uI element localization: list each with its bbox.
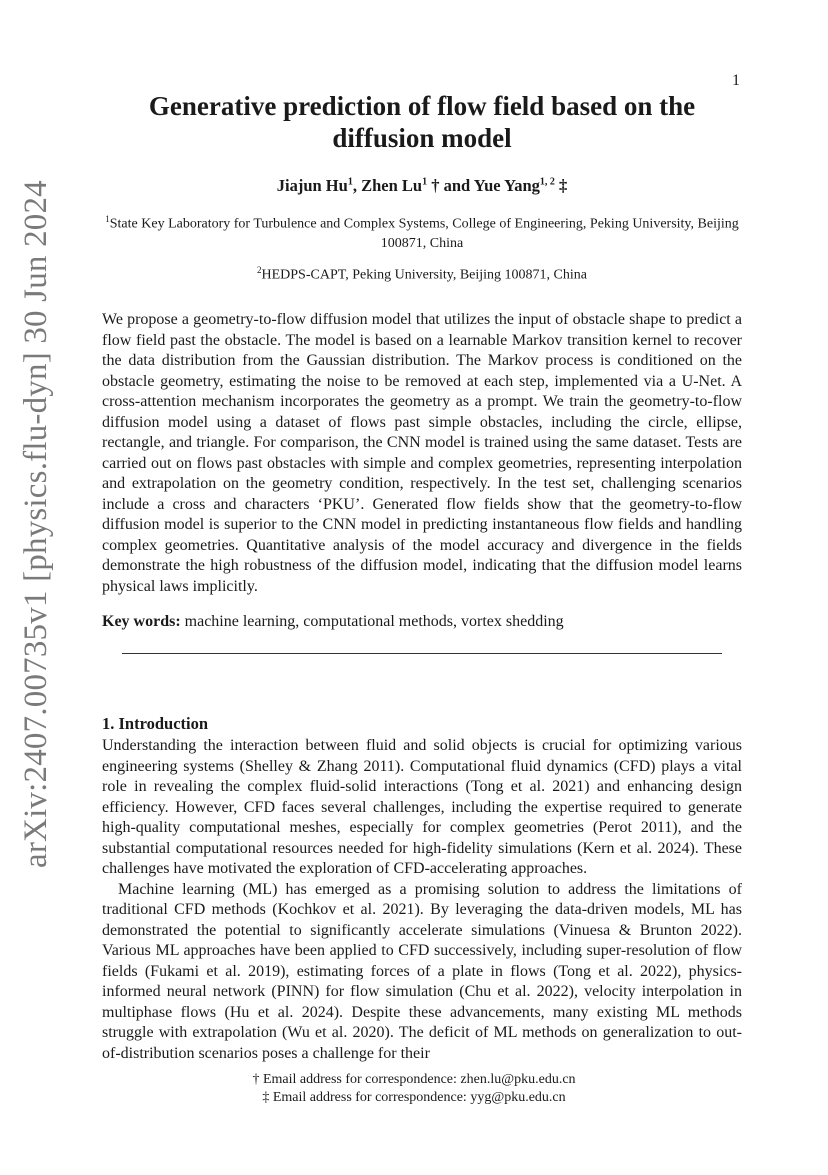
author-name: Jiajun Hu [276,176,348,195]
section-heading: 1. Introduction [102,714,209,734]
affiliation-text: State Key Laboratory for Turbulence and Complex Systems, College of Engineering, Peking University, Beijing 100871, China [109,216,739,251]
divider [122,653,722,654]
arxiv-stamp: arXiv:2407.00735v1 [physics.flu-dyn] 30 Jun 2024 [18,180,54,868]
keywords [102,613,742,631]
author-affil-sup: 1, 2 [539,176,555,188]
paper-title: Generative prediction of flow field based on the diffusion model [148,91,696,153]
affiliation-text: HEDPS-CAPT, Peking University, Beijing 100871, China [261,267,587,283]
footnote: ‡ Email address for correspondence: yyg@pku.edu.cn [262,1090,566,1105]
author-name: Yue Yang [473,176,540,195]
author-mark: † and [427,176,474,195]
keywords-text: machine learning, computational methods, vortex shedding [180,613,564,631]
author-separator: , [352,176,362,195]
body-paragraph: Machine learning (ML) has emerged as a promising solution to address the limitations of traditional CFD methods (Kochkov et al. 2021). By leveraging the data-driven models, ML has demonstrated the potential to significantly accelerate simulations (Vinuesa & Brunton 2022). Various ML approaches have been applied to CFD successively, including super-resolution of flow fields (Fukami et al. 2019), estimating forces of a plate in flows (Tong et al. 2022), physics-informed neural network (PINN) for flow simulation (Chu et al. 2022), velocity interpolation in multiphase flows (Hu et al. 2024). Despite these advancements, many existing ML methods struggle with extrapolation (Wu et al. 2020). The deficit of ML methods on generalization to out-of-distribution scenarios poses a challenge for their [102,880,742,1062]
author-affil-sup: 1 [422,176,428,188]
abstract: We propose a geometry-to-flow diffusion model that utilizes the input of obstacle shape to predict a flow field past the obstacle. The model is based on a learnable Markov transition kernel to recover the data distribution from the Gaussian distribution. The Markov process is conditioned on the obstacle geometry, estimating the noise to be removed at each step, implemented via a U-Net. A cross-attention mechanism incorporates the geometry as a prompt. We train the geometry-to-flow diffusion model using a dataset of flows past simple obstacles, including the circle, ellipse, rectangle, and triangle. For comparison, the CNN model is trained using the same dataset. Tests are carried out on flows past obstacles with simple and complex geometries, representing interpolation and extrapolation on the geometry condition, respectively. In the test set, challenging scenarios include a cross and characters ‘PKU’. Generated flow fields show that the geometry-to-flow diffusion model is superior to the CNN model in predicting instantaneous flow fields and handling complex geometries. Quantitative analysis of the model accuracy and divergence in the fields demonstrate the high robustness of the diffusion model, indicating that the diffusion model learns physical laws implicitly. [102,311,742,595]
author-mark: ‡ [554,176,568,195]
page-number: 1 [732,72,740,89]
body-paragraph: Understanding the interaction between fluid and solid objects is crucial for optimizing various engineering systems (Shelley & Zhang 2011). Computational fluid dynamics (CFD) plays a vital role in revealing the complex fluid-solid interactions (Tong et al. 2021) and enhancing design efficiency. However, CFD faces several challenges, including the expertise required to generate high-quality computational meshes, especially for complex geometries (Perot 2011), and the substantial computational resources needed for high-fidelity simulations (Kern et al. 2024). These challenges have motivated the exploration of CFD-accelerating approaches. [102,737,742,878]
affiliation-sup: 2 [257,264,262,275]
footnotes [0,1071,828,1107]
author-line [102,176,742,196]
keywords-label: Key words: [102,613,181,631]
affiliation-sup: 1 [105,214,110,224]
paper-body [102,90,742,1064]
author-affil-sup: 1 [347,176,353,188]
affiliation [102,210,742,253]
footnote: † Email address for correspondence: zhen.lu@pku.edu.cn [252,1072,576,1087]
affiliation [102,261,742,285]
author-name: Zhen Lu [361,176,423,195]
